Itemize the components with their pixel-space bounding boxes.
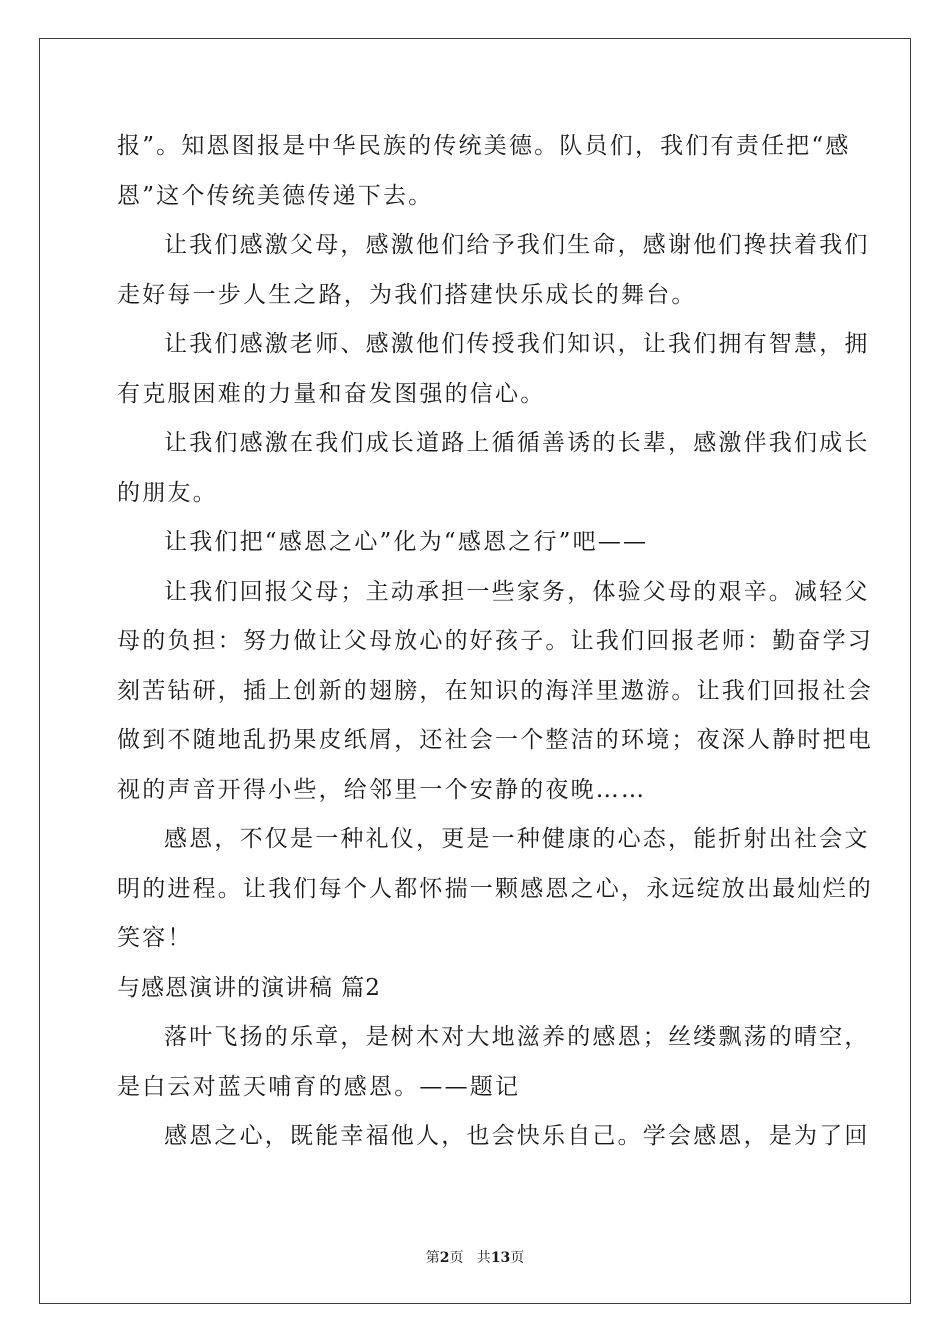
- text-line: 报”。知恩图报是中华民族的传统美德。队员们，我们有责任把“感: [117, 133, 851, 159]
- text-line: 感恩之心，既能幸福他人，也会快乐自己。学会感恩，是为了回: [164, 1123, 870, 1149]
- document-body: [117, 122, 873, 1162]
- text-line: 的朋友。: [117, 479, 218, 506]
- text-line: 刻苦钻研，插上创新的翅膀，在知识的海洋里遨游。让我们回报社会: [117, 677, 873, 704]
- page-prefix: 第: [425, 1250, 440, 1266]
- text-line: 恩”这个传统美德传递下去。: [117, 182, 434, 209]
- text-line: 落叶飞扬的乐章，是树木对大地滋养的感恩；丝缕飘荡的晴空，: [164, 1024, 870, 1050]
- text-line: 让我们把“感恩之心”化为“感恩之行”吧——: [164, 529, 649, 555]
- text-line: 笑容！: [117, 925, 193, 951]
- text-line: 让我们回报父母；主动承担一些家务，体验父母的艰辛。减轻父: [164, 578, 870, 605]
- text-line: 让我们感激老师、感激他们传授我们知识，让我们拥有智慧，拥: [164, 331, 870, 357]
- page-current: 2: [439, 1250, 450, 1266]
- page-footer: [0, 1247, 950, 1267]
- section-heading: 与感恩演讲的演讲稿 篇2: [117, 974, 381, 1001]
- text-line: 让我们感激在我们成长道路上循循善诱的长辈，感激伴我们成长: [164, 430, 870, 456]
- page-total: 13: [490, 1250, 511, 1266]
- page-suffix: 页: [510, 1250, 525, 1266]
- text-line: 是白云对蓝天哺育的感恩。——题记: [117, 1073, 521, 1100]
- text-line: 让我们感激父母，感激他们给予我们生命，感谢他们搀扶着我们: [164, 232, 870, 258]
- text-line: 明的进程。让我们每个人都怀揣一颗感恩之心，永远绽放出最灿烂的: [117, 875, 873, 902]
- text-line: 有克服困难的力量和奋发图强的信心。: [117, 380, 546, 407]
- text-line: 做到不随地乱扔果皮纸屑，还社会一个整洁的环境；夜深人静时把电: [117, 727, 873, 753]
- text-line: 感恩，不仅是一种礼仪，更是一种健康的心态，能折射出社会文: [164, 826, 870, 852]
- text-line: 走好每一步人生之路，为我们搭建快乐成长的舞台。: [117, 281, 697, 308]
- page-mid: 页 共: [449, 1250, 491, 1266]
- text-line: 母的负担：努力做让父母放心的好孩子。让我们回报老师：勤奋学习: [117, 628, 873, 654]
- text-line: 视的声音开得小些，给邻里一个安静的夜晚……: [117, 776, 647, 803]
